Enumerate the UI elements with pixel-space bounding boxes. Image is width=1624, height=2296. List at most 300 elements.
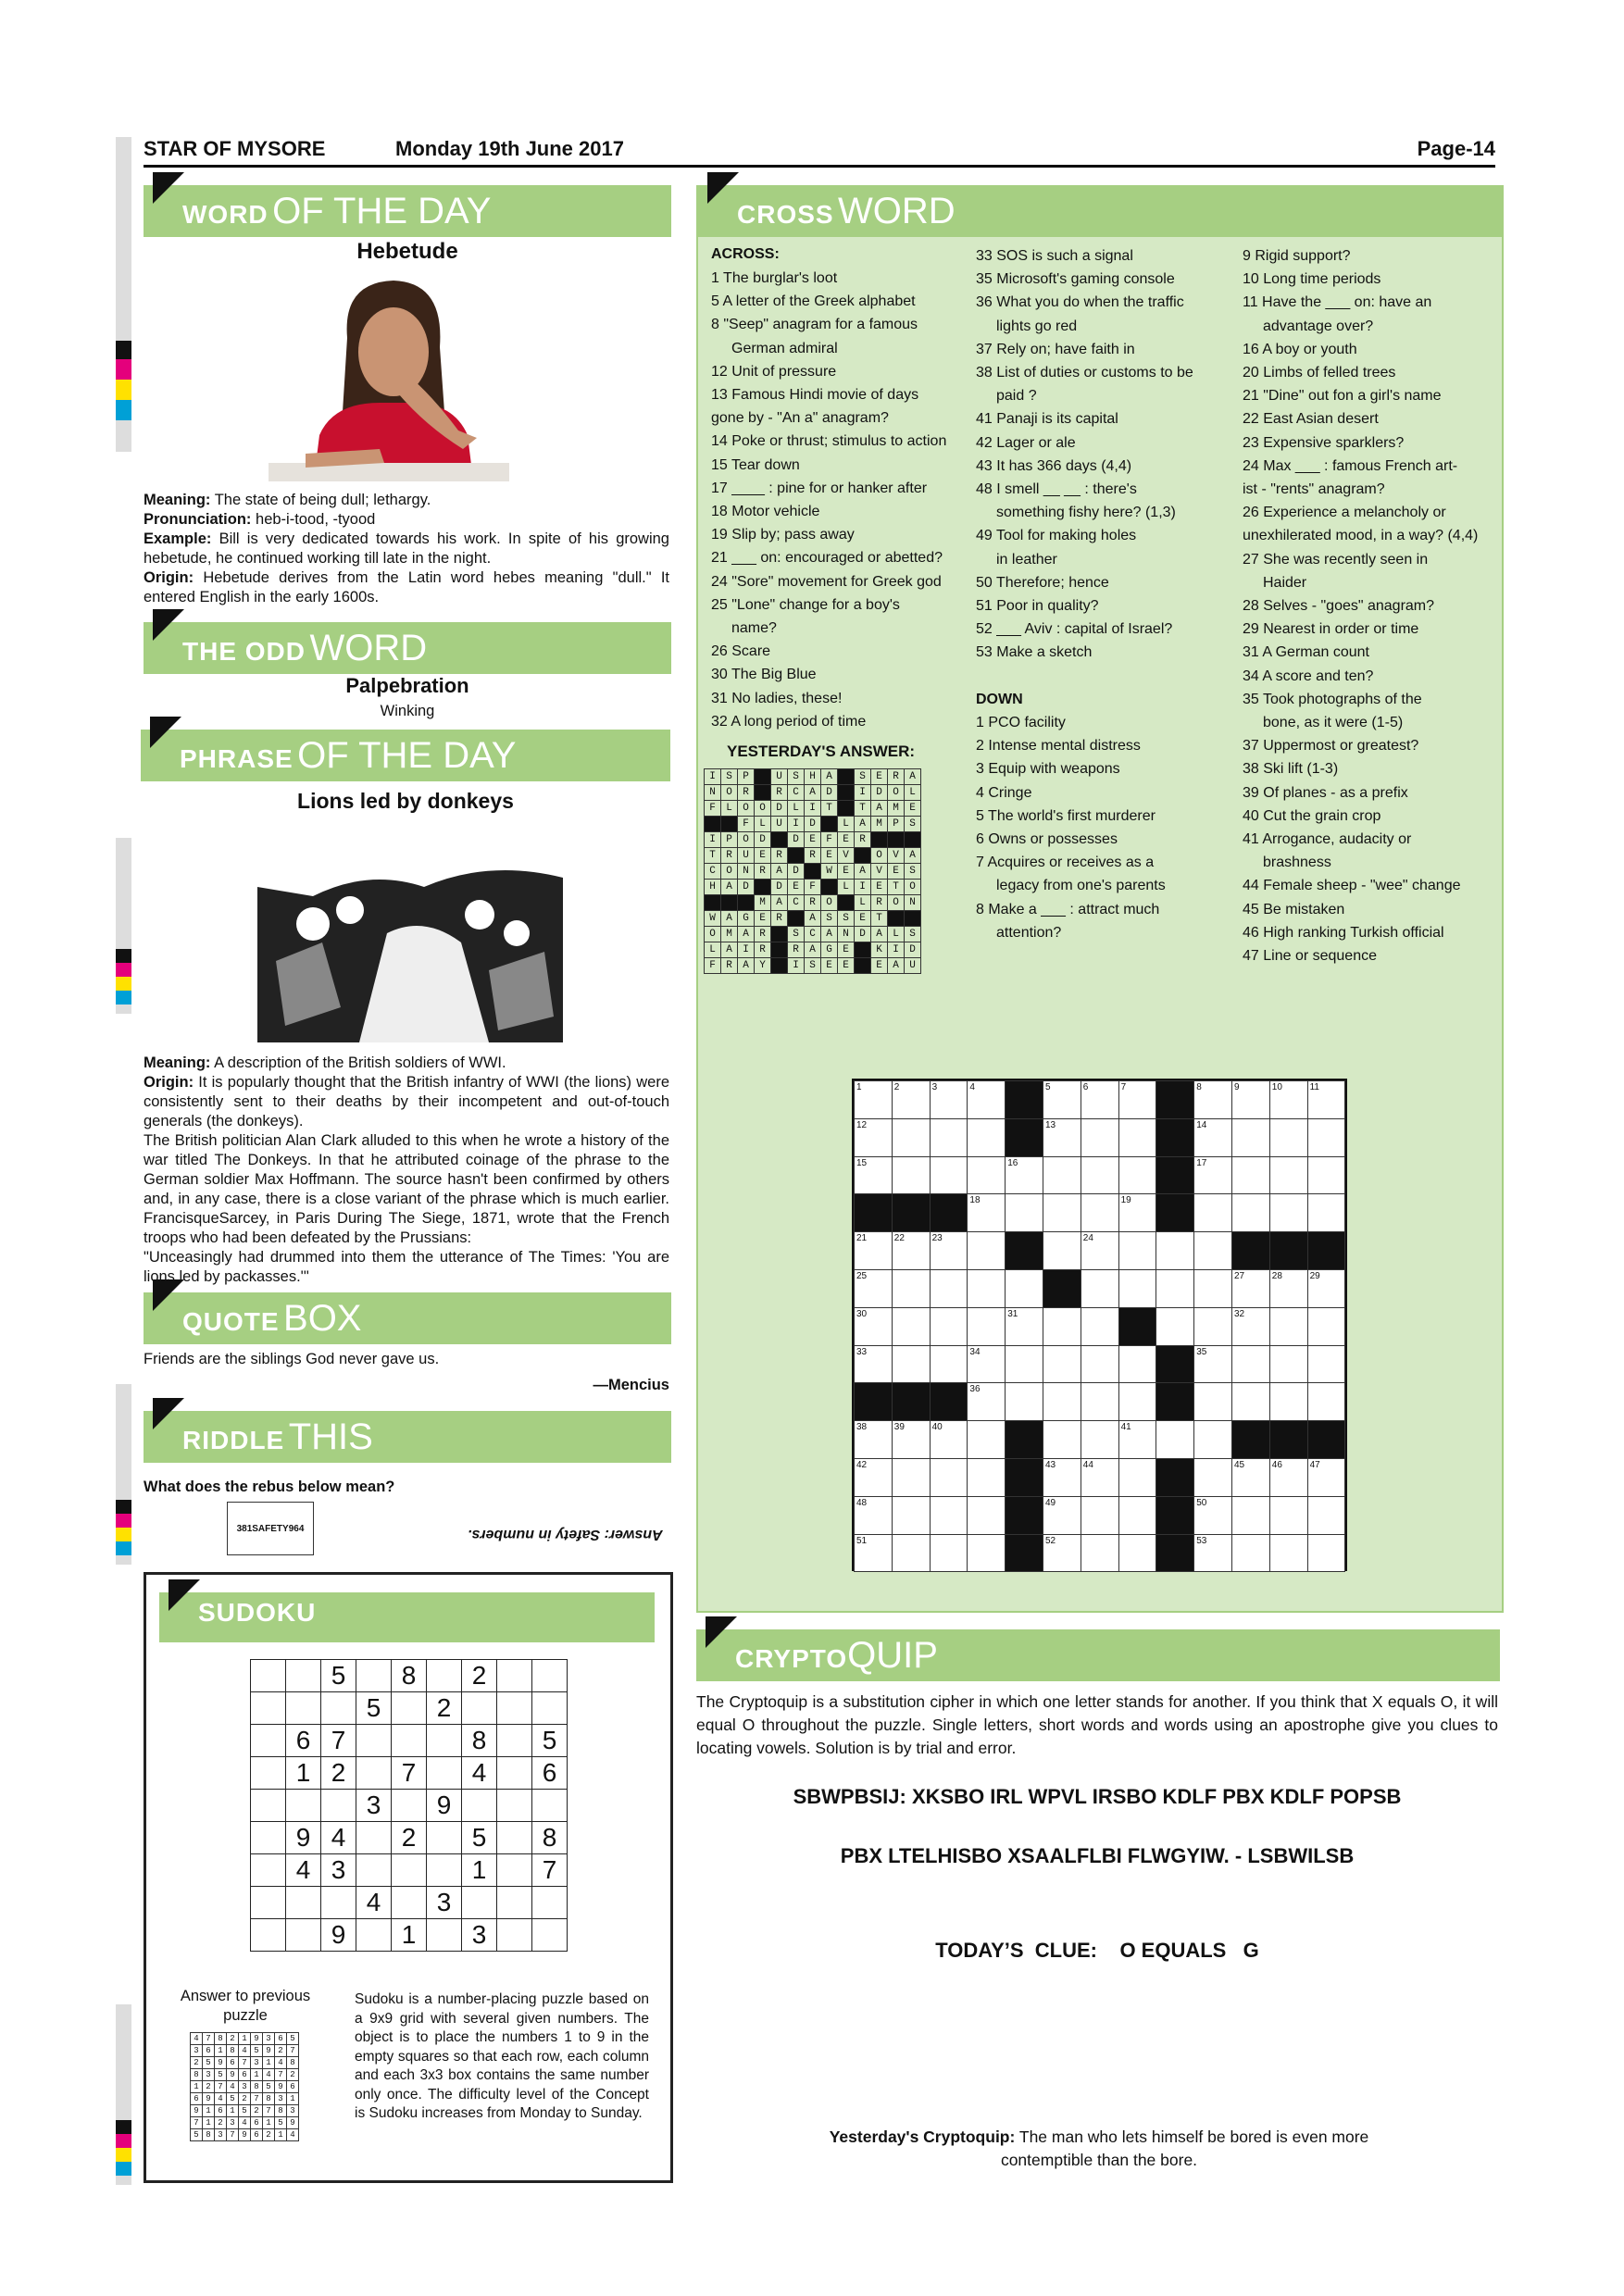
crossword-cell[interactable] [1231,1080,1270,1119]
crossword-cell[interactable] [1193,1156,1232,1195]
sudoku-cell[interactable] [251,1790,286,1822]
sudoku-cell[interactable] [427,1660,462,1692]
crossword-cell[interactable] [1118,1118,1157,1157]
sudoku-cell[interactable] [532,1790,568,1822]
crossword-cell[interactable] [854,1080,893,1119]
crossword-cell[interactable] [1231,1118,1270,1157]
prev-answer-cell: 4 [227,2081,239,2093]
crossword-cell[interactable] [1307,1496,1346,1535]
crossword-cell[interactable] [1307,1118,1346,1157]
crossword-cell[interactable] [1005,1269,1043,1308]
crossword-cell[interactable] [1081,1156,1119,1195]
crossword-cell[interactable] [930,1118,968,1157]
crossword-cell[interactable] [967,1345,1006,1384]
clue-number: 31 [1007,1308,1018,1319]
crossword-cell[interactable] [854,1345,893,1384]
sudoku-cell[interactable] [392,1790,427,1822]
crossword-cell[interactable] [1269,1080,1308,1119]
sudoku-cell[interactable] [532,1692,568,1725]
sudoku-cell[interactable] [427,1919,462,1952]
sudoku-cell[interactable] [321,1692,356,1725]
crossword-cell[interactable] [854,1231,893,1270]
sudoku-cell[interactable]: 2 [392,1822,427,1854]
sudoku-cell[interactable] [497,1790,532,1822]
sudoku-cell[interactable]: 9 [321,1919,356,1952]
quote-banner [144,1292,671,1344]
crossword-cell[interactable] [1081,1307,1119,1346]
crossword-cell[interactable] [1193,1118,1232,1157]
crossword-cell[interactable] [1081,1080,1119,1119]
crossword-cell[interactable] [1118,1458,1157,1497]
sudoku-cell[interactable]: 3 [321,1854,356,1887]
sudoku-cell[interactable]: 6 [286,1725,321,1757]
crossword-cell[interactable] [967,1534,1006,1573]
crossword-cell[interactable] [892,1269,931,1308]
sudoku-cell[interactable] [286,1887,321,1919]
crossword-cell[interactable] [1005,1307,1043,1346]
crossword-cell[interactable] [892,1307,931,1346]
crossword-cell[interactable] [854,1496,893,1535]
clue-line: 38 List of duties or customs to be [976,365,1193,381]
crossword-cell[interactable] [1193,1193,1232,1232]
prev-answer-cell: 3 [215,2129,227,2141]
crossword-cell[interactable] [1307,1345,1346,1384]
sudoku-cell[interactable] [251,1660,286,1692]
answer-cell: A [805,911,821,927]
crossword-cell[interactable] [1118,1382,1157,1421]
crossword-cell[interactable] [1043,1307,1081,1346]
crossword-cell[interactable] [967,1269,1006,1308]
crossword-cell[interactable] [1193,1420,1232,1459]
clue-number: 8 [1196,1082,1202,1092]
crossword-cell[interactable] [892,1534,931,1573]
sudoku-cell[interactable] [321,1887,356,1919]
phrase-meaning-label: Meaning: [144,1054,211,1071]
crossword-cell[interactable] [1043,1118,1081,1157]
crossword-cell[interactable] [1269,1118,1308,1157]
crossword-cell[interactable] [1307,1156,1346,1195]
crossword-cell[interactable] [967,1382,1006,1421]
sudoku-cell[interactable] [251,1725,286,1757]
crossword-cell[interactable] [930,1080,968,1119]
sudoku-cell[interactable]: 3 [462,1919,497,1952]
sudoku-cell[interactable] [497,1725,532,1757]
clue-number: 21 [856,1233,868,1244]
crossword-cell[interactable] [1005,1345,1043,1384]
crossword-cell[interactable] [1118,1080,1157,1119]
answer-cell: S [905,817,921,832]
sudoku-cell[interactable]: 5 [356,1692,392,1725]
crossword-cell[interactable] [1043,1231,1081,1270]
crossword-cell[interactable] [1307,1534,1346,1573]
prev-answer-cell: 6 [287,2081,299,2093]
crossword-cell[interactable] [1269,1345,1308,1384]
sudoku-cell[interactable]: 8 [462,1725,497,1757]
crossword-cell[interactable] [967,1080,1006,1119]
crossword-cell[interactable] [1043,1345,1081,1384]
crossword-cell[interactable] [1081,1231,1119,1270]
answer-cell: D [755,832,771,848]
sudoku-cell[interactable] [532,1887,568,1919]
yesterday-cryptoquip-label: Yesterday's Cryptoquip: [829,2128,1016,2146]
sudoku-cell[interactable] [251,1887,286,1919]
sudoku-cell[interactable] [356,1757,392,1790]
crossword-cell[interactable] [1118,1231,1157,1270]
crossword-cell[interactable] [1193,1382,1232,1421]
crossword-cell[interactable] [1193,1307,1232,1346]
crossword-cell[interactable] [1156,1269,1194,1308]
answer-cell: H [805,769,821,785]
clue-number: 38 [856,1422,868,1433]
crossword-cell[interactable] [1043,1382,1081,1421]
crossword-cell[interactable] [854,1458,893,1497]
crossword-cell[interactable] [1231,1269,1270,1308]
prev-answer-grid [190,2032,299,2141]
crossword-cell[interactable] [1005,1382,1043,1421]
crossword-cell[interactable] [1081,1382,1119,1421]
phrase-banner [141,730,670,781]
sudoku-cell[interactable] [427,1822,462,1854]
crossword-cell[interactable] [1269,1458,1308,1497]
crossword-cell[interactable] [930,1269,968,1308]
crossword-cell[interactable] [930,1307,968,1346]
prev-answer-cell: 4 [275,2057,287,2069]
crossword-block [1307,1231,1346,1270]
answer-cell: A [855,817,871,832]
crossword-cell[interactable] [1269,1307,1308,1346]
sudoku-cell[interactable]: 9 [427,1790,462,1822]
answer-cell: L [705,942,721,958]
crossword-cell[interactable] [1081,1458,1119,1497]
sudoku-cell[interactable] [251,1692,286,1725]
clue-number: 33 [856,1346,868,1357]
sudoku-cell[interactable] [497,1660,532,1692]
clue-line: 45 Be mistaken [1243,901,1345,917]
sudoku-cell[interactable]: 2 [427,1692,462,1725]
crossword-cell[interactable] [1156,1231,1194,1270]
crossword-cell[interactable] [892,1156,931,1195]
prev-answer-cell: 1 [203,2117,215,2129]
crossword-cell[interactable] [1231,1496,1270,1535]
answer-cell: V [871,864,888,880]
crossword-cell[interactable] [892,1420,931,1459]
crossword-block [1269,1420,1308,1459]
sudoku-cell[interactable]: 3 [356,1790,392,1822]
crossword-cell[interactable] [1193,1496,1232,1535]
quote-text: Friends are the siblings God never gave us. [144,1351,440,1367]
sudoku-cell[interactable] [497,1887,532,1919]
sudoku-cell[interactable] [356,1919,392,1952]
sudoku-cell[interactable]: 7 [392,1757,427,1790]
answer-cell: L [721,801,738,817]
sudoku-cell[interactable] [427,1757,462,1790]
crossword-cell[interactable] [854,1118,893,1157]
crossword-cell[interactable] [1269,1193,1308,1232]
crossword-cell[interactable] [1118,1269,1157,1308]
clue-number: 1 [856,1082,862,1092]
crossword-cell[interactable] [1231,1458,1270,1497]
cryptoquip-banner [696,1629,1500,1681]
crossword-cell[interactable] [1269,1496,1308,1535]
crossword-cell[interactable] [1269,1156,1308,1195]
crossword-cell[interactable] [967,1307,1006,1346]
crossword-cell[interactable] [1307,1080,1346,1119]
answer-cell: Y [755,958,771,974]
crossword-cell[interactable] [1081,1193,1119,1232]
crossword-cell[interactable] [1043,1193,1081,1232]
sudoku-cell[interactable]: 2 [321,1757,356,1790]
answer-cell: L [755,817,771,832]
sudoku-cell[interactable] [462,1887,497,1919]
crossword-cell[interactable] [1081,1345,1119,1384]
crossword-cell[interactable] [854,1156,893,1195]
sudoku-cell[interactable] [251,1854,286,1887]
clue-line: 18 Motor vehicle [711,504,820,520]
sudoku-cell[interactable]: 4 [286,1854,321,1887]
sudoku-cell[interactable] [497,1757,532,1790]
sudoku-cell[interactable]: 2 [462,1660,497,1692]
clue-line: bone, as it were (1-5) [1263,715,1404,731]
crossword-cell[interactable] [1231,1193,1270,1232]
crossword-block [1269,1231,1308,1270]
sudoku-cell[interactable]: 1 [286,1757,321,1790]
crossword-cell[interactable] [1118,1193,1157,1232]
sudoku-cell[interactable] [392,1854,427,1887]
crossword-cell[interactable] [1269,1382,1308,1421]
crossword-cell[interactable] [892,1080,931,1119]
crossword-cell[interactable] [1231,1345,1270,1384]
answer-cell: D [871,785,888,801]
crossword-cell[interactable] [1307,1269,1346,1308]
sudoku-cell[interactable]: 1 [462,1854,497,1887]
sudoku-cell[interactable]: 4 [356,1887,392,1919]
crossword-cell[interactable] [1156,1307,1194,1346]
crossword-cell[interactable] [1043,1420,1081,1459]
crossword-block [1156,1534,1194,1573]
banner-small: WORD [182,200,269,229]
sudoku-cell[interactable] [286,1790,321,1822]
sudoku-cell[interactable] [497,1854,532,1887]
answer-block [888,911,905,927]
crossword-cell[interactable] [1118,1345,1157,1384]
crossword-cell[interactable] [930,1345,968,1384]
crossword-cell[interactable] [967,1496,1006,1535]
crossword-cell[interactable] [892,1231,931,1270]
crossword-cell[interactable] [1231,1156,1270,1195]
crossword-cell[interactable] [967,1231,1006,1270]
crossword-cell[interactable] [1269,1269,1308,1308]
crossword-cell[interactable] [1118,1420,1157,1459]
crossword-cell[interactable] [892,1496,931,1535]
crossword-cell[interactable] [930,1534,968,1573]
sudoku-cell[interactable] [427,1854,462,1887]
clue-number: 15 [856,1157,868,1168]
crossword-cell[interactable] [1156,1420,1194,1459]
crossword-cell[interactable] [1118,1534,1157,1573]
sudoku-cell[interactable]: 4 [462,1757,497,1790]
sudoku-cell[interactable]: 9 [286,1822,321,1854]
sudoku-cell[interactable] [462,1790,497,1822]
crossword-cell[interactable] [1231,1534,1270,1573]
crossword-cell[interactable] [854,1269,893,1308]
clue-line: 28 Selves - "goes" anagram? [1243,598,1435,615]
crossword-cell[interactable] [967,1156,1006,1195]
banner-small: QUOTE [182,1307,280,1336]
crossword-cell[interactable] [1081,1534,1119,1573]
phrase-meaning: A description of the British soldiers of WWI. [214,1054,506,1071]
crossword-cell[interactable] [930,1231,968,1270]
clue-line: 48 I smell __ __ : there's [976,481,1137,498]
crossword-cell[interactable] [854,1534,893,1573]
crossword-cell[interactable] [1269,1534,1308,1573]
crossword-cell[interactable] [1307,1193,1346,1232]
crossword-cell[interactable] [967,1420,1006,1459]
crossword-cell[interactable] [1005,1156,1043,1195]
prev-answer-cell: 1 [275,2129,287,2141]
crossword-cell[interactable] [892,1458,931,1497]
crossword-cell[interactable] [1307,1307,1346,1346]
sudoku-cell[interactable]: 5 [462,1822,497,1854]
sudoku-cell[interactable] [321,1790,356,1822]
crossword-cell[interactable] [1043,1496,1081,1535]
crossword-cell[interactable] [1118,1496,1157,1535]
crossword-block [892,1382,931,1421]
answer-block [855,958,871,974]
sudoku-cell[interactable]: 1 [392,1919,427,1952]
sudoku-cell[interactable] [427,1725,462,1757]
answer-block [905,832,921,848]
sudoku-cell[interactable] [497,1822,532,1854]
crossword-cell[interactable] [892,1118,931,1157]
answer-cell: U [905,958,921,974]
crossword-cell[interactable] [854,1307,893,1346]
answer-cell: E [838,942,855,958]
sudoku-cell[interactable] [497,1692,532,1725]
answer-block [771,958,788,974]
crossword-cell[interactable] [1193,1534,1232,1573]
answer-block [838,785,855,801]
sudoku-cell[interactable] [356,1854,392,1887]
crossword-cell[interactable] [1193,1080,1232,1119]
crossword-cell[interactable] [930,1420,968,1459]
clue-line: 41 Panaji is its capital [976,411,1118,428]
sudoku-cell[interactable] [532,1919,568,1952]
sudoku-cell[interactable] [251,1757,286,1790]
prev-answer-cell: 8 [287,2057,299,2069]
crossword-cell[interactable] [930,1156,968,1195]
clue-line: 17 ____ : pine for or hanker after [711,480,928,496]
sudoku-cell[interactable] [532,1660,568,1692]
sudoku-cell[interactable]: 5 [532,1725,568,1757]
crossword-cell[interactable] [1231,1382,1270,1421]
crossword-cell[interactable] [892,1345,931,1384]
sudoku-cell[interactable]: 3 [427,1887,462,1919]
crossword-cell[interactable] [1081,1420,1119,1459]
crossword-cell[interactable] [1043,1080,1081,1119]
clue-number: 49 [1045,1497,1056,1508]
crossword-cell[interactable] [854,1420,893,1459]
prev-answer-cell: 3 [263,2033,275,2045]
crossword-cell[interactable] [1231,1307,1270,1346]
crossword-cell[interactable] [1193,1231,1232,1270]
sudoku-cell[interactable] [462,1692,497,1725]
clue-line: 39 Of planes - as a prefix [1243,784,1408,801]
clue-number: 4 [969,1082,975,1092]
clue-line: 46 High ranking Turkish official [1243,924,1444,941]
clue-number: 32 [1234,1308,1245,1319]
phrase-title: Lions led by donkeys [297,789,514,813]
prev-answer-cell: 5 [227,2093,239,2105]
sudoku-cell[interactable] [286,1660,321,1692]
crossword-cell[interactable] [1043,1534,1081,1573]
clue-number: 12 [856,1119,868,1130]
sudoku-cell[interactable] [497,1919,532,1952]
crossword-cell[interactable] [1193,1269,1232,1308]
prev-answer-label: Answer to previous puzzle [180,1988,311,2024]
crossword-cell[interactable] [1043,1458,1081,1497]
sudoku-cell[interactable]: 7 [321,1725,356,1757]
crossword-cell[interactable] [967,1458,1006,1497]
prev-answer-cell: 2 [263,2129,275,2141]
prev-answer-cell: 7 [275,2069,287,2081]
answer-cell: U [771,817,788,832]
crossword-cell[interactable] [1043,1156,1081,1195]
cryptoquip-intro: The Cryptoquip is a substitution cipher in which one letter stands for another. If you think that X equals O, it will equal O throughout the puzzle. Single letters, short words and words using an apostrophe give you clues to locating vowels. Solution is by trial and error. [696,1692,1498,1757]
crossword-cell[interactable] [1118,1156,1157,1195]
clue-line: 26 Experience a melancholy or [1243,505,1446,521]
clue-number: 11 [1309,1082,1319,1092]
sudoku-cell[interactable] [356,1725,392,1757]
crossword-cell[interactable] [1081,1118,1119,1157]
crossword-cell[interactable] [1307,1382,1346,1421]
sudoku-cell[interactable] [251,1919,286,1952]
sudoku-cell[interactable]: 5 [321,1660,356,1692]
crossword-cell[interactable] [1193,1458,1232,1497]
sudoku-cell[interactable]: 8 [532,1822,568,1854]
sudoku-cell[interactable] [392,1887,427,1919]
sudoku-cell[interactable]: 6 [532,1757,568,1790]
crossword-cell[interactable] [1081,1269,1119,1308]
sudoku-cell[interactable]: 8 [392,1660,427,1692]
crossword-cell[interactable] [967,1118,1006,1157]
sudoku-cell[interactable] [286,1692,321,1725]
sudoku-cell[interactable]: 4 [321,1822,356,1854]
crossword-cell[interactable] [1307,1458,1346,1497]
crossword-cell[interactable] [1193,1345,1232,1384]
sudoku-cell[interactable] [286,1919,321,1952]
clue-line: ist - "rents" anagram? [1243,481,1385,498]
sudoku-cell[interactable] [392,1725,427,1757]
crossword-cell[interactable] [930,1458,968,1497]
crossword-block [1156,1118,1194,1157]
clue-line: 24 "Sore" movement for Greek god [711,573,942,590]
answer-cell: L [905,785,921,801]
clue-line: unexhilerated mood, in a way? (4,4) [1243,528,1479,544]
sudoku-cell[interactable] [251,1822,286,1854]
crossword-cell[interactable] [1005,1193,1043,1232]
crossword-cell[interactable] [967,1193,1006,1232]
prev-answer-cell: 8 [263,2093,275,2105]
sudoku-cell[interactable] [392,1692,427,1725]
answer-cell: I [805,801,821,817]
sudoku-cell[interactable] [356,1822,392,1854]
crossword-cell[interactable] [930,1496,968,1535]
crossword-cell[interactable] [1081,1496,1119,1535]
banner-big: WORD [309,628,428,668]
answer-cell: A [721,880,738,895]
sudoku-cell[interactable]: 7 [532,1854,568,1887]
sudoku-cell[interactable] [356,1660,392,1692]
